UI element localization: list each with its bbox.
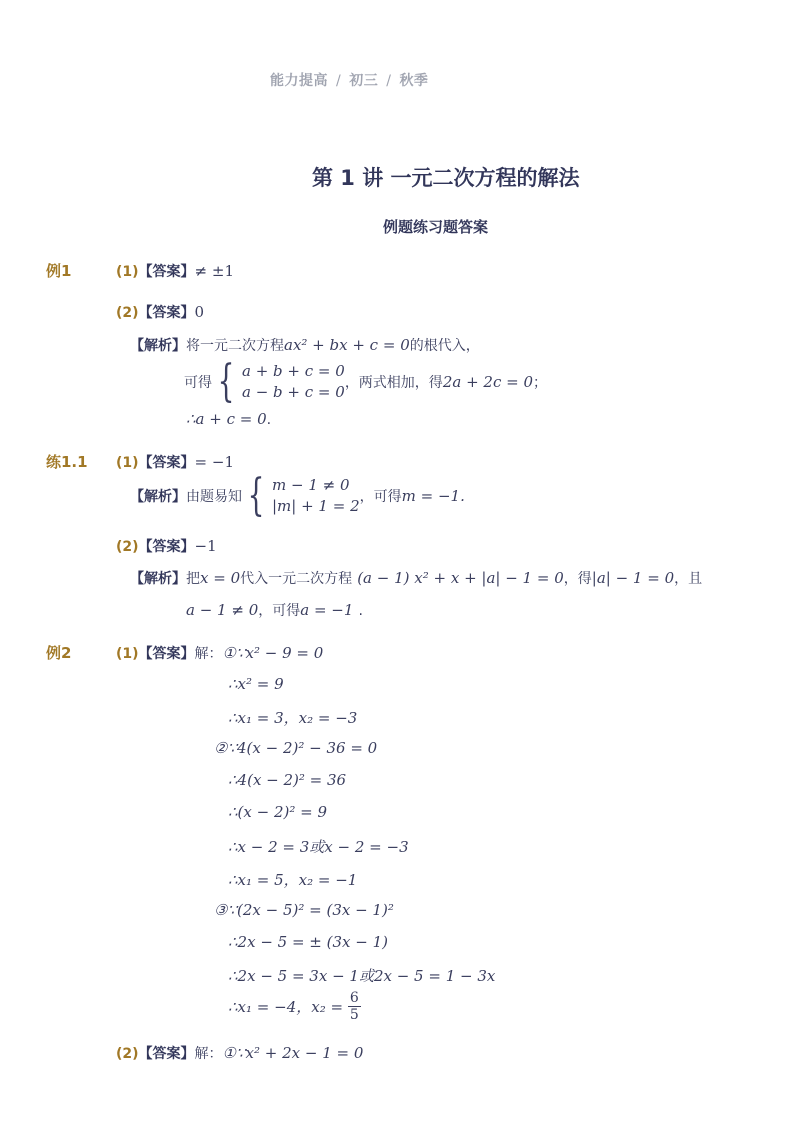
page-title: 第 1 讲 一元二次方程的解法	[312, 166, 580, 190]
analysis-text: 代入一元二次方程	[240, 571, 353, 587]
breadcrumb-separator: /	[386, 73, 392, 89]
ex2-part2-answer	[116, 1043, 363, 1063]
pr11-part2-analysis	[130, 568, 702, 588]
analysis-text: ，且	[674, 571, 703, 587]
solution-step-final	[228, 990, 361, 1023]
equation: ∴a + c = 0	[186, 410, 267, 428]
solution-label: 解：	[194, 1046, 223, 1062]
pr11-part1-analysis	[130, 470, 465, 521]
analysis-tag: 【解析】	[130, 489, 186, 505]
solution-label: 解：	[194, 646, 223, 662]
breadcrumb-item: 初三	[349, 73, 379, 89]
solution-step: ∴x² = 9	[228, 675, 284, 693]
fraction-numerator: 6	[349, 990, 359, 1006]
analysis-text: 将一元二次方程	[186, 338, 284, 354]
pr11-part1-answer	[116, 452, 234, 472]
answer-tag: 【答案】	[138, 264, 195, 280]
page-subtitle: 例题练习题答案	[383, 218, 489, 236]
solution-step: ①∵x² − 9 = 0	[222, 644, 324, 662]
pr11-part2-analysis-cont	[186, 600, 363, 620]
equation: a = −1	[300, 601, 354, 619]
part-number: (1)	[116, 646, 139, 662]
breadcrumb-separator: /	[336, 73, 342, 89]
part-number: (2)	[116, 305, 139, 321]
brace-symbol: {	[217, 356, 235, 407]
ex1-part2-conclusion	[186, 409, 271, 428]
solution-step: ∴x₁ = 3，x₂ = −3	[228, 709, 358, 727]
analysis-text: 可得	[184, 375, 212, 391]
solution-step: ∴x₁ = 5，x₂ = −1	[228, 871, 358, 889]
answer-tag: 【答案】	[138, 539, 195, 555]
equation: m − 1 ≠ 0	[272, 476, 350, 494]
ex1-part2-analysis	[130, 335, 480, 355]
analysis-tag: 【解析】	[130, 338, 186, 354]
breadcrumb-item: 能力提高	[270, 73, 328, 89]
answer-value: ≠ ±1	[194, 262, 234, 280]
equation: a + b + c = 0	[242, 362, 345, 380]
answer-value: 0	[194, 303, 205, 321]
ex2-part1-answer	[116, 643, 323, 663]
solution-step: ②∵4(x − 2)² − 36 = 0	[214, 739, 378, 757]
part-number: (2)	[116, 1046, 139, 1062]
ex1-part1-answer	[116, 261, 234, 281]
ex1-part2-system	[184, 356, 547, 407]
analysis-text: 的根代入，	[409, 338, 480, 354]
breadcrumb	[270, 70, 428, 90]
brace-symbol: {	[247, 470, 265, 521]
analysis-tag: 【解析】	[130, 571, 186, 587]
equation: a − 1 ≠ 0	[186, 601, 259, 619]
answer-tag: 【答案】	[138, 455, 195, 471]
fraction-denominator: 5	[349, 1007, 359, 1023]
solution-step: ③∵(2x − 5)² = (3x − 1)²	[214, 901, 394, 919]
equation: m = −1.	[401, 487, 465, 505]
solution-step: ∴x₁ = −4，x₂ =	[228, 998, 348, 1016]
equation: ax² + bx + c = 0	[284, 336, 410, 354]
equation: 2a + 2c = 0	[442, 373, 533, 391]
part-number: (1)	[116, 264, 139, 280]
practice-label: 练1.1	[46, 453, 88, 471]
equation: (a − 1) x² + x + |a| − 1 = 0	[357, 569, 564, 587]
solution-step: ∴4(x − 2)² = 36	[228, 771, 347, 789]
part-number: (1)	[116, 455, 139, 471]
analysis-text: ，两式相加，得	[344, 375, 443, 391]
equation: a − b + c = 0	[242, 383, 345, 401]
analysis-text: 把	[186, 571, 200, 587]
ex1-part2-answer	[116, 302, 204, 322]
example-label: 例1	[46, 262, 72, 280]
solution-step: ∴(x − 2)² = 9	[228, 803, 328, 821]
equation-system	[272, 475, 360, 517]
breadcrumb-item: 秋季	[399, 73, 429, 89]
solution-step: ∴2x − 5 = ± (3x − 1)	[228, 933, 388, 951]
answer-tag: 【答案】	[138, 646, 195, 662]
analysis-text: ；	[533, 375, 547, 391]
equation: |a| − 1 = 0	[591, 569, 675, 587]
pr11-part2-answer	[116, 536, 217, 556]
analysis-text: 由题易知	[186, 489, 242, 505]
analysis-text: ，可得	[258, 603, 301, 619]
analysis-text: ，可得	[359, 489, 402, 505]
analysis-text: .	[358, 603, 363, 619]
solution-step: ∴x − 2 = 3或x − 2 = −3	[228, 838, 409, 856]
equation: x = 0	[200, 569, 241, 587]
analysis-text: .	[266, 412, 272, 428]
equation-system	[242, 361, 345, 403]
part-number: (2)	[116, 539, 139, 555]
answer-tag: 【答案】	[138, 1046, 195, 1062]
answer-value: −1	[194, 537, 217, 555]
solution-step: ①∵x² + 2x − 1 = 0	[222, 1044, 364, 1062]
answer-value: = −1	[194, 453, 234, 471]
solution-step: ∴2x − 5 = 3x − 1或2x − 5 = 1 − 3x	[228, 967, 496, 985]
example-label: 例2	[46, 644, 72, 662]
analysis-text: ，得	[563, 571, 592, 587]
answer-tag: 【答案】	[138, 305, 195, 321]
fraction	[348, 990, 361, 1023]
equation: |m| + 1 = 2	[272, 497, 360, 515]
